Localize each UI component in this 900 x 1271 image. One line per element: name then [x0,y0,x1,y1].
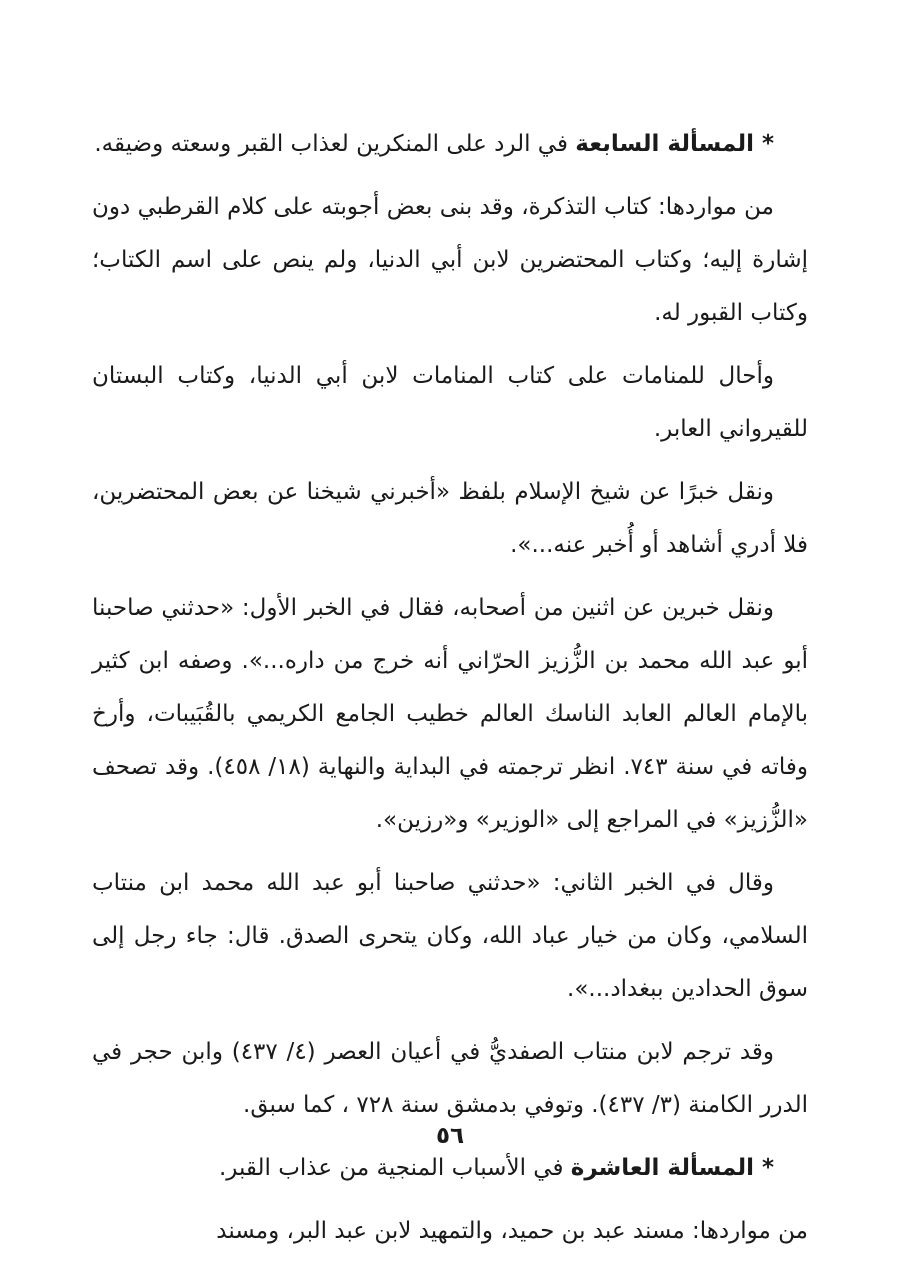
heading-text: في الأسباب المنجية من عذاب القبر. [218,1155,571,1181]
paragraph: وقال في الخبر الثاني: «حدثني صاحبنا أبو عبد الله محمد ابن منتاب السلامي، وكان من خيار عباد الله، وكان يتحرى الصدق. قال: جاء رجل إلى سوق الحدادين ببغداد...». [92,870,808,1002]
paragraph: من مواردها: مسند عبد بن حميد، والتمهيد لابن عبد البر، ومسند [216,1218,808,1244]
heading-lead: * المسألة السابعة [575,131,774,157]
paragraph: وقد ترجم لابن منتاب الصفديُّ في أعيان العصر (٤/ ٤٣٧) وابن حجر في الدرر الكامنة (٣/ ٤٣٧). وتوفي بدمشق سنة ٧٢٨ ، كما سبق. [92,1039,808,1118]
heading-question-ten [92,1142,808,1195]
heading-lead: * المسألة العاشرة [570,1155,774,1181]
paragraph: ونقل خبرًا عن شيخ الإسلام بلفظ «أخبرني شيخنا عن بعض المحتضرين، فلا أدري أشاهد أو أُخبر عنه...». [92,479,808,558]
paragraph: ونقل خبرين عن اثنين من أصحابه، فقال في الخبر الأول: «حدثني صاحبنا أبو عبد الله محمد بن الزُّزيز الحرّاني أنه خرج من داره...». وصفه ابن كثير بالإمام العالم العابد الناسك العالم خطيب الجامع الكريمي بالقُبَيبات، وأرخ وفاته في سنة ٧٤٣. انظر ترجمته في البداية والنهاية (١٨/ ٤٥٨). وقد تصحف «الزُّزيز» في المراجع إلى «الوزير» و«رزين». [92,595,808,833]
page-number: ٥٦ [435,1123,465,1149]
page-body [92,118,808,1268]
heading-text: في الرد على المنكرين لعذاب القبر وسعته وضيقه. [94,131,576,157]
heading-question-seven [92,118,808,171]
paragraph: وأحال للمنامات على كتاب المنامات لابن أبي الدنيا، وكتاب البستان للقيرواني العابر. [92,363,808,442]
paragraph: من مواردها: كتاب التذكرة، وقد بنى بعض أجوبته على كلام القرطبي دون إشارة إليه؛ وكتاب المحتضرين لابن أبي الدنيا، ولم ينص على اسم الكتاب؛ وكتاب القبور له. [92,194,808,326]
